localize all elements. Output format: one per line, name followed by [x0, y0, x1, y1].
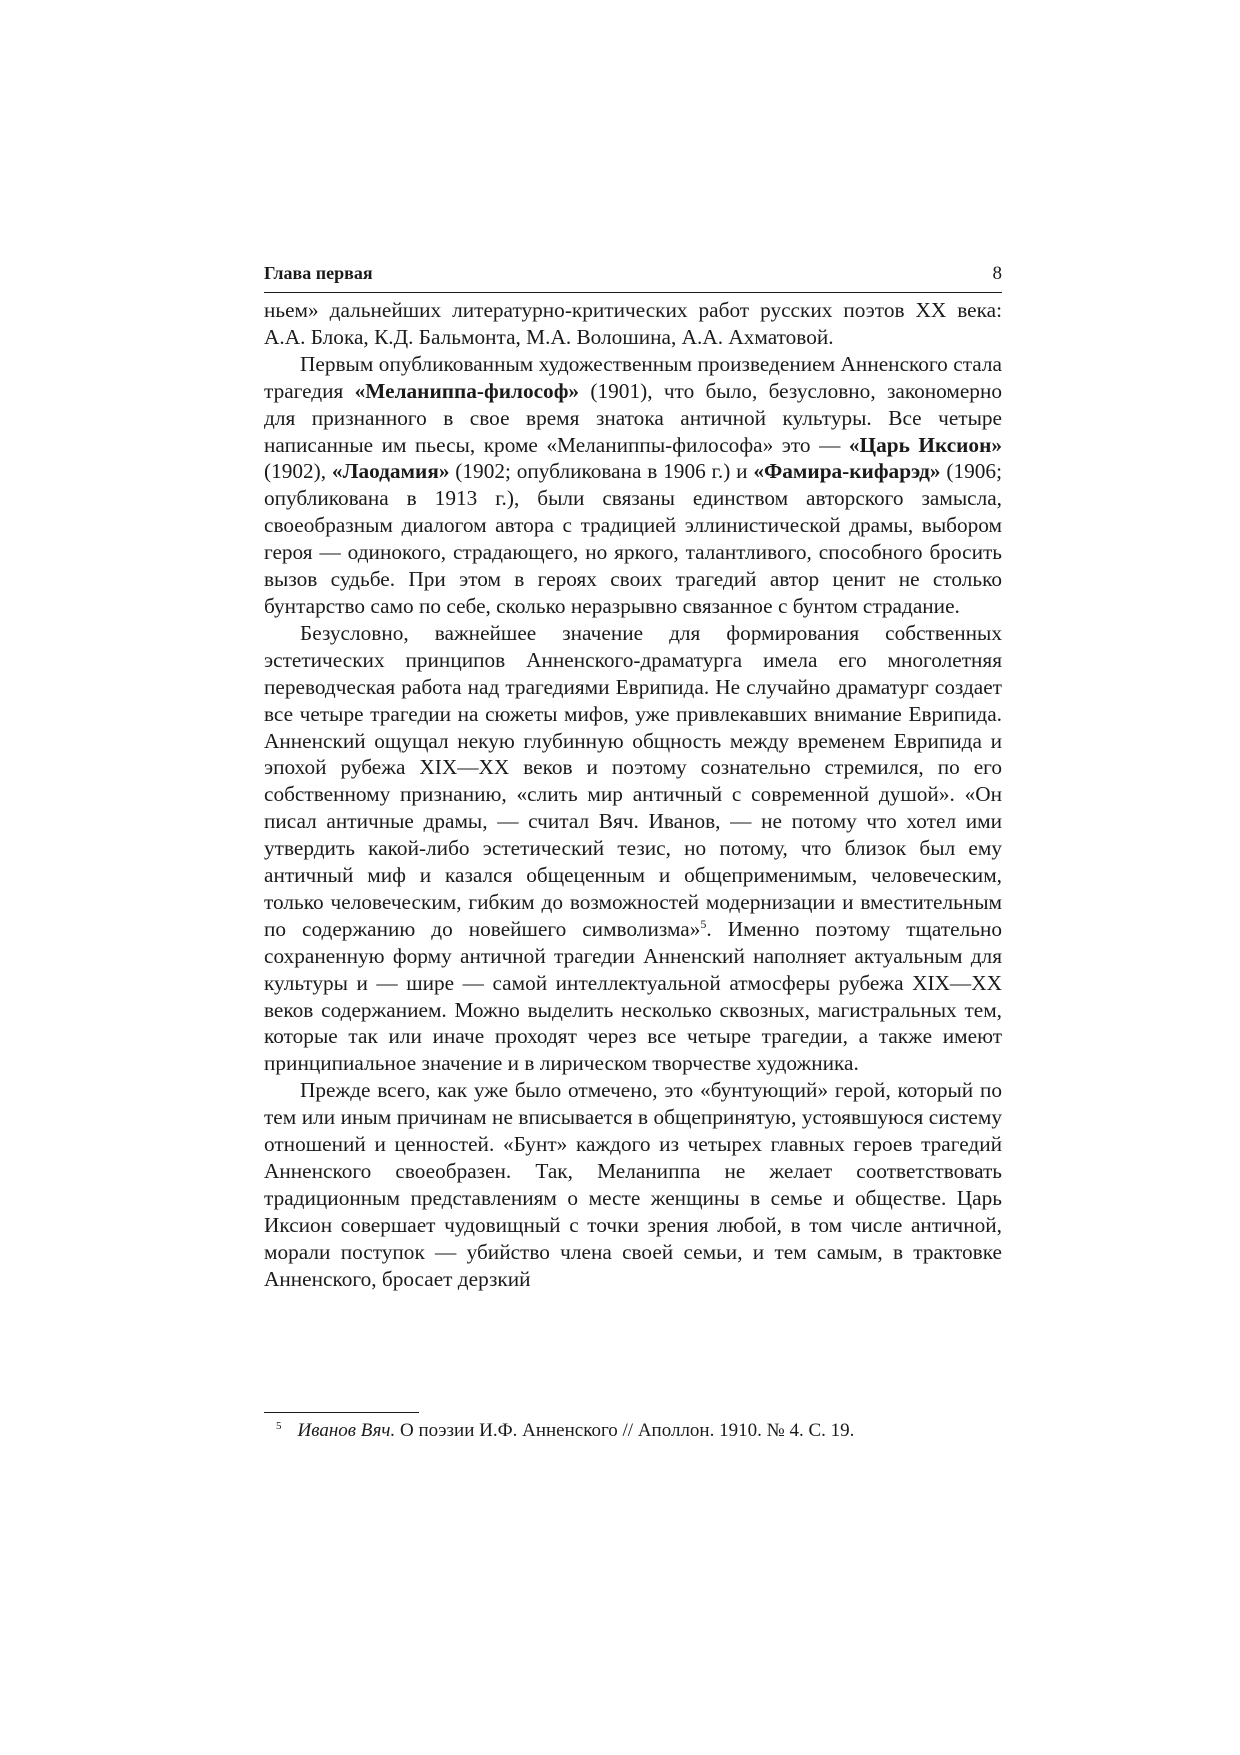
text-span: . Именно поэтому тщательно сохраненную форму античной трагедии Анненский наполняет актуальным для культуры и — шире — самой интеллектуальной атмосферы рубежа XIX—XX веков содержанием. Можно выделить несколько сквозных, магистральных тем, которые так или иначе проходят через все четыре трагедии, а также имеют принципиальное значение и в лирическом творчестве художника. — [264, 916, 1002, 1076]
footnote-author: Иванов Вяч. — [297, 1420, 396, 1441]
play-title-melanippa: «Меланиппа-философ» — [354, 378, 580, 403]
text-span: (1902; опубликована в 1906 г.) и — [449, 459, 754, 484]
footnote-reference[interactable]: 5 — [700, 916, 707, 931]
body-text — [264, 297, 1002, 1293]
chapter-title: Глава первая — [264, 263, 373, 283]
footnote-rule — [264, 1412, 419, 1413]
play-title-laodamia: «Лаодамия» — [331, 459, 450, 484]
page-number: 8 — [992, 263, 1002, 284]
text-span: Первым опубликованным художественным произведением Анненского стала трагедия — [264, 351, 1002, 403]
paragraph-4: Прежде всего, как уже было отмечено, это «бунтующий» герой, который по тем или иным причинам не вписывается в общепринятую, устоявшуюся систему отношений и ценностей. «Бунт» каждого из четырех главных героев трагедий Анненского своеобразен. Так, Меланиппа не желает соответствовать традиционным представлениям о месте женщины в семье и обществе. Царь Иксион совершает чудовищный с точки зрения любой, в том числе античной, морали поступок — убийство члена своей семьи, и тем самым, в трактовке Анненского, бросает дерзкий — [264, 1078, 1002, 1291]
footnote-mark: 5 — [276, 1420, 282, 1432]
play-title-ixion: «Царь Иксион» — [848, 432, 1002, 457]
paragraph-1: ньем» дальнейших литературно-критических работ русских поэтов XX века: А.А. Блока, К.Д. Бальмонта, М.А. Волошина, А.А. Ахматовой. — [264, 298, 1002, 349]
running-head — [264, 262, 1002, 293]
text-span: (1902), — [264, 459, 332, 484]
page — [264, 262, 1002, 1293]
footnote — [264, 1419, 1002, 1443]
paragraph-2 — [264, 351, 1002, 620]
text-span: (1901), что было, безусловно, закономерно для признанного в свое время знатока античной культуры. Все четыре написанные им пьесы, кроме «Меланиппы-философа» это — — [264, 378, 1002, 457]
footnotes — [264, 1412, 1002, 1443]
text-span: (1906; опубликована в 1913 г.), были связаны единством авторского замысла, своеобразным диалогом автора с традицией эллинистической драмы, выбором героя — одинокого, страдающего, но яркого, талантливого, способного бросить вызов судьбе. При этом в героях своих трагедий автор ценит не столько бунтарство само по себе, сколько неразрывно связанное с бунтом страдание. — [264, 459, 1002, 618]
play-title-famira: «Фамира-кифарэд» — [753, 459, 941, 484]
paragraph-3 — [264, 620, 1002, 1077]
footnote-text: О поэзии И.Ф. Анненского // Аполлон. 1910. № 4. С. 19. — [395, 1420, 855, 1441]
text-span: Безусловно, важнейшее значение для формирования собственных эстетических принципов Анненского-драматурга имела его многолетняя переводческая работа над трагедиями Еврипида. Не случайно драматург создает все четыре трагедии на сюжеты мифов, уже привлекавших внимание Еврипида. Анненский ощущал некую глубинную общность между временем Еврипида и эпохой рубежа XIX—XX веков и поэтому сознательно стремился, по его собственному признанию, «слить мир античный с современной душой». «Он писал античные драмы, — считал Вяч. Иванов, — не потому что хотел ими утвердить какой-либо эстетический тезис, но потому, что близок был ему античный миф и казался общеценным и общеприменимым, человеческим, только человеческим, гибким до возможностей модернизации и вместительным по содержанию до новейшего символизма» — [264, 620, 1002, 941]
